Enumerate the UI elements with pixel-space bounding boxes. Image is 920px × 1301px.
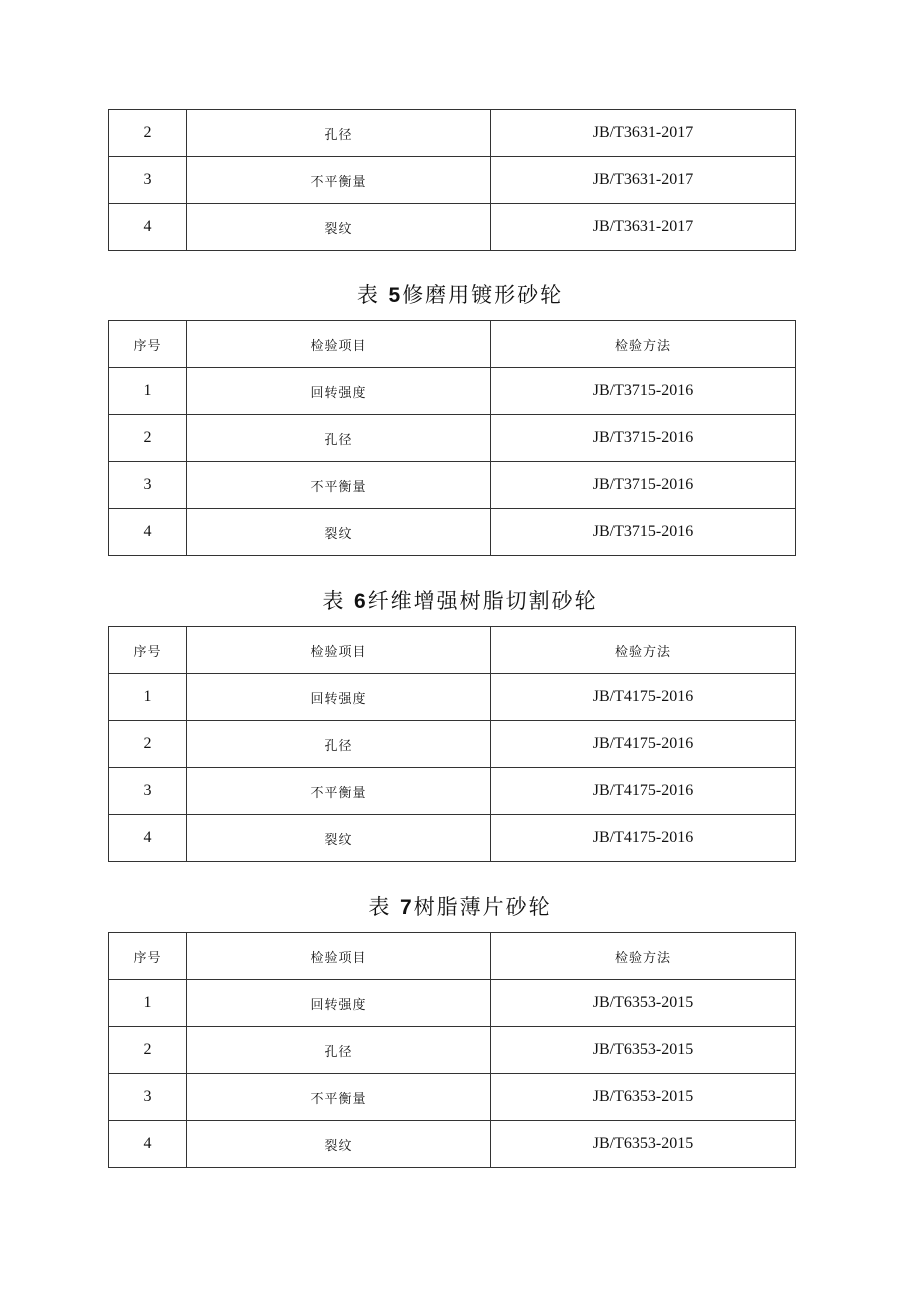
caption-number: 6 xyxy=(354,590,368,613)
test-item: 回转强度 xyxy=(187,980,491,1027)
table-row xyxy=(109,110,796,157)
test-method: JB/T6353-2015 xyxy=(491,980,796,1027)
test-item: 孔径 xyxy=(187,721,491,768)
test-item: 不平衡量 xyxy=(187,1074,491,1121)
caption-number: 5 xyxy=(388,284,403,307)
table-row xyxy=(109,509,796,556)
test-item: 孔径 xyxy=(187,110,491,157)
row-number: 2 xyxy=(109,1027,187,1074)
row-number: 2 xyxy=(109,110,187,157)
table-row xyxy=(109,157,796,204)
test-method: JB/T6353-2015 xyxy=(491,1121,796,1168)
test-item: 孔径 xyxy=(187,415,491,462)
table-row xyxy=(109,204,796,251)
header-item: 检验项目 xyxy=(187,933,491,980)
table-row xyxy=(109,462,796,509)
header-number: 序号 xyxy=(109,627,187,674)
test-item: 回转强度 xyxy=(187,368,491,415)
row-number: 4 xyxy=(109,509,187,556)
header-method: 检验方法 xyxy=(491,933,796,980)
test-method: JB/T4175-2016 xyxy=(491,674,796,721)
table6-caption xyxy=(0,585,920,615)
row-number: 1 xyxy=(109,980,187,1027)
test-method: JB/T4175-2016 xyxy=(491,721,796,768)
caption-prefix: 表 xyxy=(356,283,380,307)
table-row xyxy=(109,721,796,768)
row-number: 3 xyxy=(109,157,187,204)
test-item: 孔径 xyxy=(187,1027,491,1074)
test-method: JB/T3631-2017 xyxy=(491,157,796,204)
header-number: 序号 xyxy=(109,321,187,368)
row-number: 4 xyxy=(109,204,187,251)
table-row xyxy=(109,415,796,462)
test-item: 不平衡量 xyxy=(187,462,491,509)
table-row xyxy=(109,1121,796,1168)
header-method: 检验方法 xyxy=(491,321,796,368)
table7 xyxy=(108,932,796,1168)
table-header-row xyxy=(109,627,796,674)
table5-caption xyxy=(0,279,920,309)
table5 xyxy=(108,320,796,556)
header-item: 检验项目 xyxy=(187,627,491,674)
test-method: JB/T6353-2015 xyxy=(491,1027,796,1074)
caption-title: 树脂薄片砂轮 xyxy=(413,895,552,919)
test-method: JB/T3715-2016 xyxy=(491,462,796,509)
test-item: 回转强度 xyxy=(187,674,491,721)
caption-title: 修磨用镀形砂轮 xyxy=(402,283,564,307)
table-row xyxy=(109,815,796,862)
test-method: JB/T3631-2017 xyxy=(491,204,796,251)
row-number: 1 xyxy=(109,368,187,415)
row-number: 3 xyxy=(109,1074,187,1121)
continued-table xyxy=(108,109,796,251)
table-row xyxy=(109,1027,796,1074)
table-row xyxy=(109,980,796,1027)
table-header-row xyxy=(109,933,796,980)
caption-title: 纤维增强树脂切割砂轮 xyxy=(367,589,598,613)
table-row xyxy=(109,674,796,721)
row-number: 4 xyxy=(109,815,187,862)
header-method: 检验方法 xyxy=(491,627,796,674)
test-method: JB/T6353-2015 xyxy=(491,1074,796,1121)
test-item: 不平衡量 xyxy=(187,768,491,815)
header-item: 检验项目 xyxy=(187,321,491,368)
table6 xyxy=(108,626,796,862)
header-number: 序号 xyxy=(109,933,187,980)
test-method: JB/T3715-2016 xyxy=(491,368,796,415)
row-number: 4 xyxy=(109,1121,187,1168)
test-method: JB/T3715-2016 xyxy=(491,509,796,556)
row-number: 3 xyxy=(109,768,187,815)
test-method: JB/T4175-2016 xyxy=(491,815,796,862)
test-method: JB/T3631-2017 xyxy=(491,110,796,157)
test-item: 裂纹 xyxy=(187,815,491,862)
row-number: 1 xyxy=(109,674,187,721)
table7-caption xyxy=(0,891,920,921)
caption-prefix: 表 xyxy=(368,895,392,919)
test-item: 裂纹 xyxy=(187,1121,491,1168)
table-row xyxy=(109,768,796,815)
caption-prefix: 表 xyxy=(322,589,346,613)
test-item: 裂纹 xyxy=(187,204,491,251)
table-header-row xyxy=(109,321,796,368)
caption-number: 7 xyxy=(400,896,414,919)
test-item: 裂纹 xyxy=(187,509,491,556)
row-number: 3 xyxy=(109,462,187,509)
test-method: JB/T4175-2016 xyxy=(491,768,796,815)
test-item: 不平衡量 xyxy=(187,157,491,204)
row-number: 2 xyxy=(109,721,187,768)
table-row xyxy=(109,368,796,415)
row-number: 2 xyxy=(109,415,187,462)
table-row xyxy=(109,1074,796,1121)
test-method: JB/T3715-2016 xyxy=(491,415,796,462)
